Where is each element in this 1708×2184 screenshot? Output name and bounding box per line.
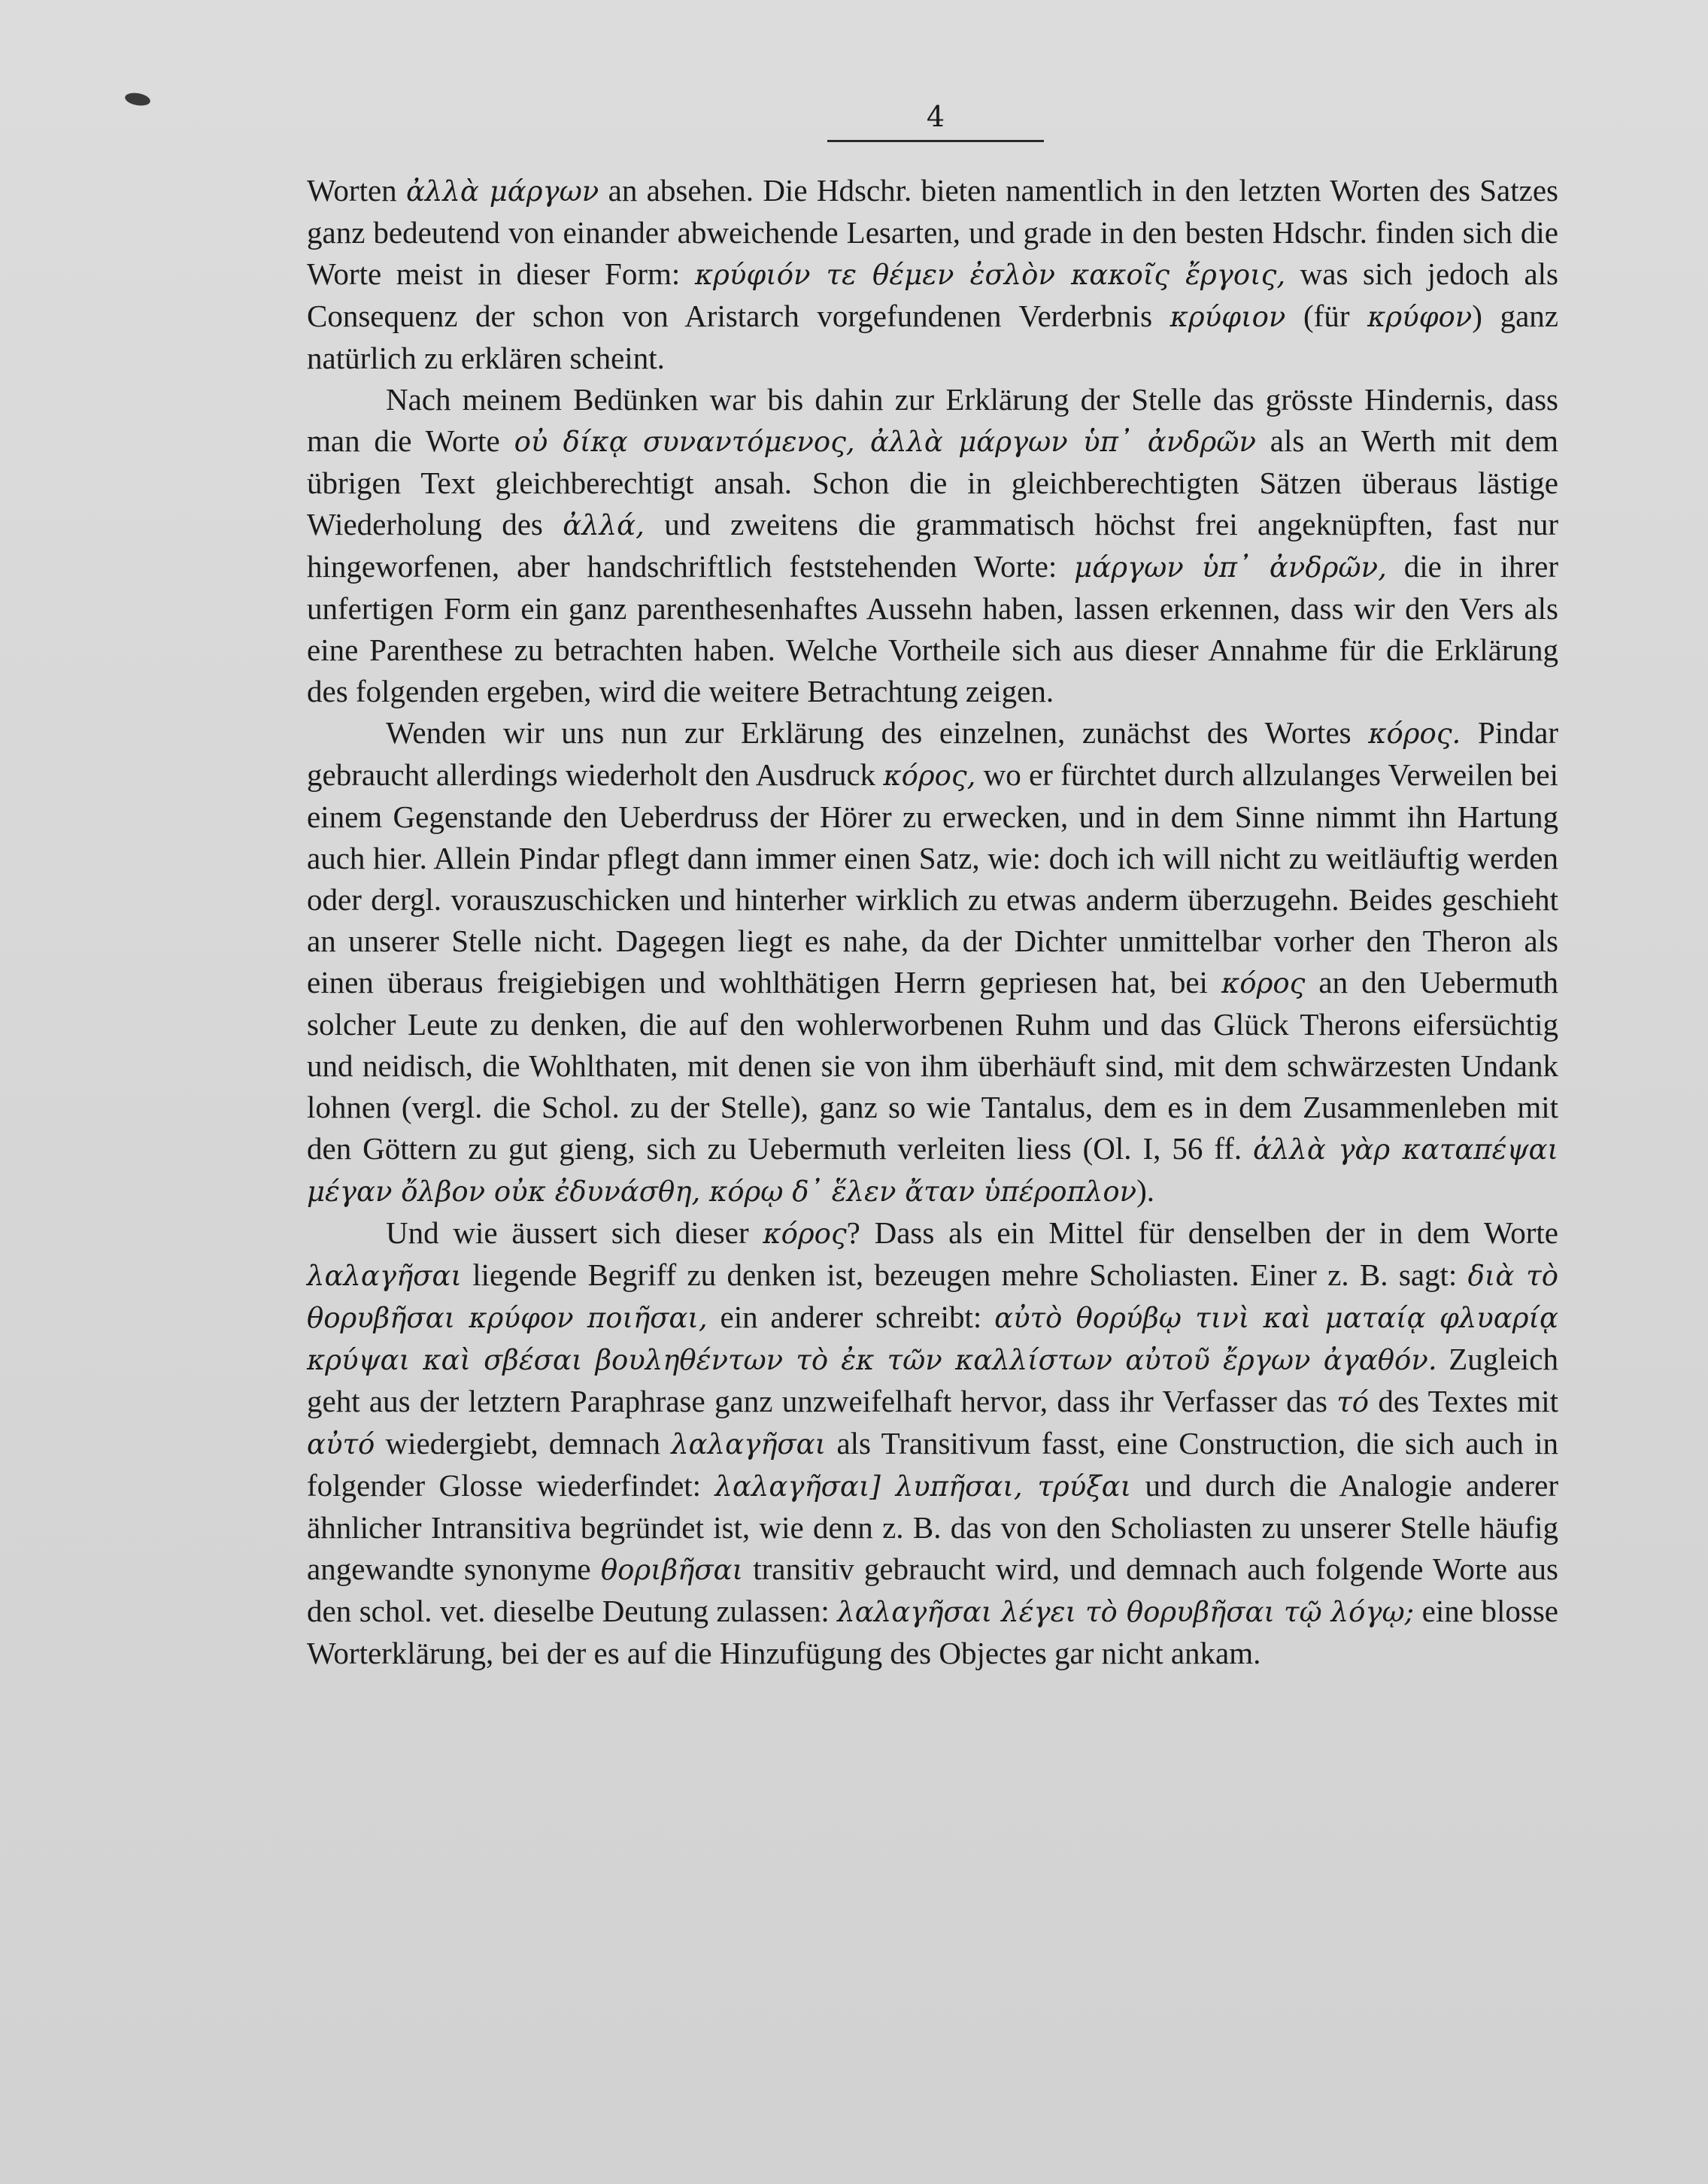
text-run: als Transitivum fasst, eine Construction, die sich auch in folgender Glosse wiederfindet: bbox=[307, 1426, 1558, 1503]
text-run: eine blosse Worterklärung, bei der es auf die Hinzufügung des Objectes gar nicht ankam. bbox=[307, 1594, 1558, 1670]
greek-quote: μάργων ὑπ᾽ ἀνδρῶν, bbox=[1074, 551, 1387, 584]
text-run: transitiv gebraucht wird, und demnach auch folgende Worte aus den schol. vet. dieselbe Deutung zulassen: bbox=[307, 1552, 1558, 1628]
text-run: was sich jedoch als Consequenz der schon von Aristarch vorgefundenen Verderbnis bbox=[307, 256, 1559, 333]
text-run: und durch die Analogie anderer ähnlicher Intransitiva begründet ist, wie denn z. B. das von den Scholiasten zu unserer Stelle häufig angewandte synonyme bbox=[307, 1468, 1558, 1586]
greek-quote: λαλαγῆσαι λέγει τὸ θορυβῆσαι τῷ λόγῳ; bbox=[837, 1596, 1415, 1628]
greek-quote: κόρος bbox=[763, 1218, 847, 1250]
greek-quote: αὐτό bbox=[307, 1428, 375, 1461]
text-run: an den Uebermuth solcher Leute zu denken, die auf den wohlerworbenen Ruhm und das Glück Therons eifersüchtig und neidisch, die Wohlthaten, mit denen sie von ihm überhäuft sind, mit dem schwärzesten Undank lohnen (vergl. die Schol. zu der Stelle), ganz so wie Tantalus, dem es in dem Zusammenleben mit den Göttern zu gut gieng, sich zu Uebermuth verleiten liess (Ol. I, 56 ff. bbox=[307, 965, 1558, 1166]
greek-quote: λαλαγῆσαι bbox=[307, 1260, 462, 1292]
greek-quote: κρύφον bbox=[1367, 301, 1473, 333]
paragraph bbox=[307, 170, 1558, 379]
text-run: (für bbox=[1285, 299, 1368, 333]
greek-quote: κόρος bbox=[1221, 967, 1306, 999]
text-run: Zugleich geht aus der letztern Paraphrase ganz unzweifelhaft hervor, dass ihr Verfasser das bbox=[307, 1342, 1558, 1418]
text-run: ). bbox=[1136, 1173, 1155, 1208]
greek-quote: αὐτὸ θορύβῳ τινὶ καὶ ματαίᾳ φλυαρίᾳ κρύψαι καὶ σβέσαι βουληθέντων τὸ ἐκ τῶν καλλίστων αὐτοῦ ἔργων ἀγαθόν. bbox=[307, 1302, 1559, 1376]
text-run: an absehen. Die Hdschr. bieten namentlich in den letzten Worten des Satzes ganz bedeutend von einander abweichende Lesarten, und grade in den besten Hdschr. finden sich die Worte meist in dieser Form: bbox=[307, 173, 1558, 291]
greek-quote: λαλαγῆσαι] λυπῆσαι, τρύξαι bbox=[714, 1470, 1132, 1503]
text-run: des Textes mit bbox=[1369, 1384, 1559, 1418]
text-run: liegende Begriff zu denken ist, bezeugen mehre Scholiasten. Einer z. B. sagt: bbox=[461, 1257, 1468, 1292]
text-run: wo er fürchtet durch allzulanges Verweilen bei einem Gegenstande den Ueberdruss der Hörer zu erwecken, und in dem Sinne nimmt ihn Hartung auch hier. Allein Pindar pflegt dann immer einen Satz, wie: doch ich will nicht zu weitläuftig werden oder dergl. vorauszuschicken und hinterher wirklich zu etwas anderm überzugehn. Beides geschieht an unserer Stelle nicht. Dagegen liegt es nahe, da der Dichter unmittelbar vorher den Theron als einen überaus freigiebigen und wohlthätigen Herrn gepriesen hat, bei bbox=[307, 757, 1559, 999]
greek-quote: λαλαγῆσαι bbox=[671, 1428, 827, 1461]
greek-quote: τό bbox=[1336, 1386, 1370, 1418]
text-run: ? Dass als ein Mittel für denselben der in dem Worte bbox=[846, 1215, 1558, 1250]
text-run: als an Werth mit dem übrigen Text gleichberechtigt ansah. Schon die in gleichberechtigten Sätzen überaus lästige Wiederholung des bbox=[307, 423, 1559, 541]
text-run: Worten bbox=[307, 173, 406, 208]
text-run: Wenden wir uns nun zur Erklärung des einzelnen, zunächst des Wortes bbox=[386, 715, 1369, 750]
paragraph bbox=[307, 1212, 1558, 1674]
page-number: 4 bbox=[926, 100, 945, 133]
paragraph bbox=[307, 712, 1558, 1212]
text-run: Nach meinem Bedünken war bis dahin zur Erklärung der Stelle das grösste Hindernis, dass man die Worte bbox=[307, 382, 1558, 458]
text-run: die in ihrer unfertigen Form ein ganz parenthesenhaftes Aussehn haben, lassen erkennen, dass wir den Vers als eine Parenthese zu betrachten haben. Welche Vortheile sich aus dieser Annahme für die Erklärung des folgenden ergeben, wird die weitere Betrachtung zeigen. bbox=[307, 549, 1558, 708]
text-run: Pindar gebraucht allerdings wiederholt den Ausdruck bbox=[307, 715, 1559, 792]
greek-quote: ἀλλὰ μάργων bbox=[406, 175, 599, 208]
greek-quote: κόρος, bbox=[883, 760, 976, 792]
greek-quote: διὰ τὸ θορυβῆσαι κρύφον ποιῆσαι, bbox=[307, 1260, 1558, 1334]
greek-quote: ἀλλά, bbox=[563, 509, 645, 541]
greek-quote: κόρος. bbox=[1368, 717, 1461, 750]
body-text bbox=[307, 170, 1558, 1674]
page-number-rule bbox=[827, 140, 1044, 142]
greek-quote: θοριβῆσαι bbox=[600, 1554, 743, 1586]
greek-quote: ἀλλὰ γὰρ καταπέψαι μέγαν ὄλβον οὐκ ἐδυνάσθη, κόρῳ δ᾽ ἕλεν ἄταν ὑπέροπλον bbox=[307, 1133, 1558, 1208]
text-run: wiedergiebt, demnach bbox=[375, 1426, 672, 1461]
greek-quote: κρύφιόν τε θέμεν ἐσλὸν κακοῖς ἔργοις, bbox=[694, 259, 1286, 291]
greek-quote: κρύφιον bbox=[1170, 301, 1286, 333]
greek-quote: οὐ δίκᾳ συναντόμενος, ἀλλὰ μάργων ὑπ᾽ ἀνδρῶν bbox=[514, 426, 1256, 458]
ink-blot bbox=[124, 91, 151, 108]
text-run: und zweitens die grammatisch höchst frei angeknüpften, fast nur hingeworfenen, aber handschriftlich feststehenden Worte: bbox=[307, 507, 1558, 584]
text-run: ) ganz natürlich zu erklären scheint. bbox=[307, 299, 1558, 375]
text-run: ein anderer schreibt: bbox=[707, 1300, 995, 1334]
text-run: Und wie äussert sich dieser bbox=[386, 1215, 763, 1250]
paragraph bbox=[307, 379, 1558, 712]
